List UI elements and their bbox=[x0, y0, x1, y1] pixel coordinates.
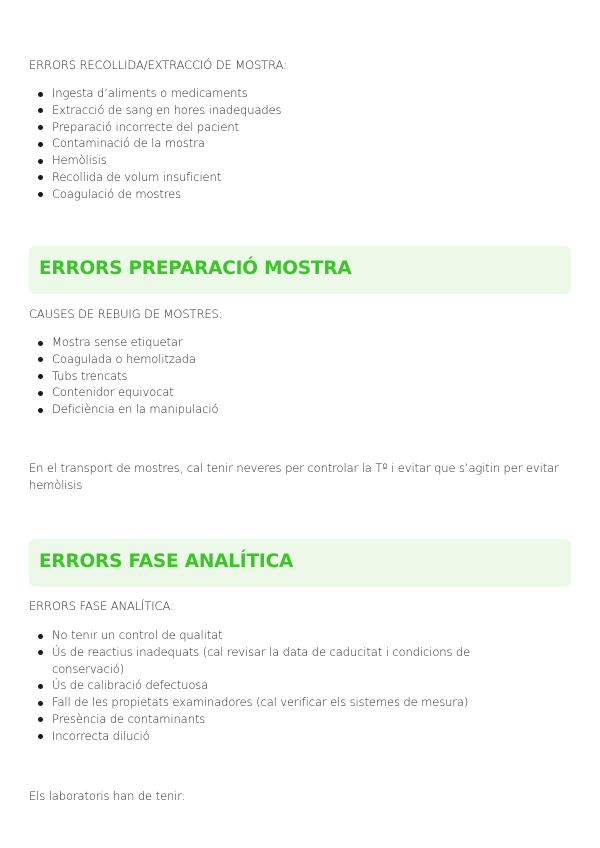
section2-heading: ERRORS PREPARACIÓ MOSTRA bbox=[39, 258, 352, 279]
list-item: Ús de calibració defectuosa bbox=[52, 677, 522, 694]
list-item: Coagulada o hemolitzada bbox=[52, 351, 522, 368]
list-item: Contenidor equivocat bbox=[52, 384, 522, 401]
section3-heading: ERRORS FASE ANALÍTICA bbox=[39, 551, 294, 572]
list-item: Ús de reactius inadequats (cal revisar la data de caducitat i condicions de conservació) bbox=[52, 644, 522, 678]
list-item: Extracció de sang en hores inadequades bbox=[52, 102, 522, 119]
list-item: Preparació incorrecte del pacient bbox=[52, 119, 522, 136]
list-item: Presència de contaminants bbox=[52, 711, 522, 728]
list-item: Deficiència en la manipulació bbox=[52, 401, 522, 418]
section1-label: ERRORS RECOLLIDA/EXTRACCIÓ DE MOSTRA: bbox=[29, 58, 287, 72]
section3-list bbox=[52, 627, 522, 745]
section1-list bbox=[52, 85, 522, 203]
list-item: No tenir un control de qualitat bbox=[52, 627, 522, 644]
section2-label: CAUSES DE REBUIG DE MOSTRES: bbox=[29, 307, 223, 321]
list-item: Recollida de volum insuficient bbox=[52, 169, 522, 186]
list-item: Contaminació de la mostra bbox=[52, 135, 522, 152]
list-item: Mostra sense etiquetar bbox=[52, 334, 522, 351]
list-item: Fall de les propietats examinadores (cal verificar els sistemes de mesura) bbox=[52, 694, 522, 711]
section3-header bbox=[29, 539, 571, 587]
section2-header bbox=[29, 246, 571, 294]
list-item: Hemòlisis bbox=[52, 152, 522, 169]
list-item: Tubs trencats bbox=[52, 368, 522, 385]
list-item: Coagulació de mostres bbox=[52, 186, 522, 203]
section2-note: En el transport de mostres, cal tenir neveres per controlar la Tº i evitar que s’agitin per evitar hemòlisis bbox=[29, 461, 559, 492]
section2-list bbox=[52, 334, 522, 418]
list-item: Incorrecta dilució bbox=[52, 728, 522, 745]
section3-label: ERRORS FASE ANALÍTICA: bbox=[29, 599, 174, 613]
list-item: Ingesta d’aliments o medicaments bbox=[52, 85, 522, 102]
section3-note: Els laboratoris han de tenir: bbox=[29, 789, 186, 803]
